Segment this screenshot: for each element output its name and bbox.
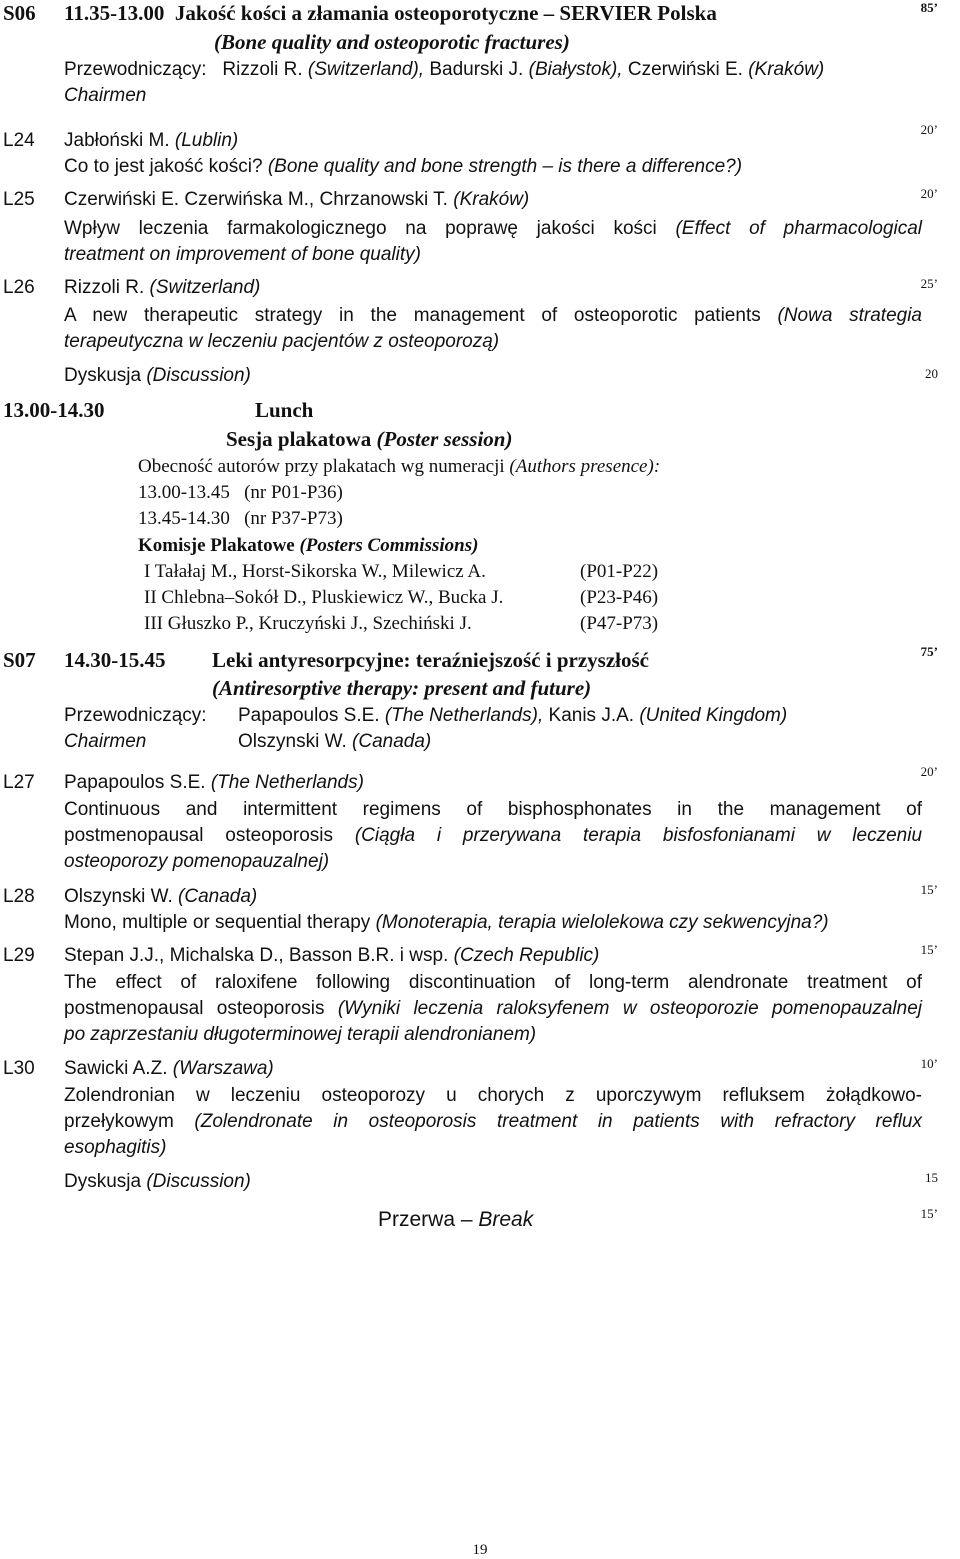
lecture-duration: 20’ <box>920 186 938 201</box>
session-title-en: (Bone quality and osteoporotic fractures) <box>214 30 570 54</box>
session-code: S07 <box>3 648 36 672</box>
lecture-title-pl: przełykowym <box>64 1111 174 1132</box>
lecture-duration: 15’ <box>920 882 938 897</box>
lecture-duration: 25’ <box>920 276 938 291</box>
chair-label: Przewodniczący: <box>64 59 207 80</box>
page-number: 19 <box>472 1542 488 1558</box>
poster-slot-time: 13.00-13.45 <box>138 482 230 503</box>
lecture-author-line <box>64 771 364 795</box>
lecture-duration: 20’ <box>920 122 938 137</box>
lecture-city: (Kraków) <box>453 189 530 210</box>
lecture-title <box>64 797 922 875</box>
lecture-title-en: treatment on improvement of bone quality) <box>64 244 421 265</box>
lecture-author: Olszynski W. <box>64 886 173 907</box>
commissions-pl: Komisje Plakatowe <box>138 535 295 556</box>
lecture-author: Czerwiński E. Czerwińska M., Chrzanowski T. <box>64 189 448 210</box>
discussion-en: (Discussion) <box>146 1171 251 1192</box>
discussion-pl: Dyskusja <box>64 365 142 386</box>
discussion-duration: 15 <box>925 1170 938 1185</box>
commission-range: (P23-P46) <box>580 587 659 608</box>
session-duration: 75’ <box>920 644 938 659</box>
lecture-author-line <box>64 129 238 153</box>
lecture-author-line <box>64 944 599 968</box>
lecture-title-pl: (Wyniki leczenia raloksyfenem w osteoporozie pomenopauzalnej <box>337 998 923 1019</box>
break-en: Break <box>478 1208 534 1231</box>
lecture-code: L28 <box>3 886 35 907</box>
chair-name: Papapoulos S.E. <box>238 705 380 726</box>
session-title-pl: Leki antyresorpcyjne: teraźniejszość i przyszłość <box>212 648 650 672</box>
session-time: 11.35-13.00 <box>64 1 165 25</box>
presence-line <box>138 455 660 479</box>
chair-label-en: Chairmen <box>64 731 147 752</box>
discussion-duration: 20 <box>925 366 938 381</box>
lecture-code: L27 <box>3 772 35 793</box>
chair-country: (Switzerland), <box>307 59 425 80</box>
lecture-author: Papapoulos S.E. <box>64 772 206 793</box>
commissions-en: (Posters Commissions) <box>299 535 479 556</box>
chair-name: Rizzoli R. <box>222 59 303 80</box>
chair-name: Kanis J.A. <box>548 705 635 726</box>
lecture-code: L30 <box>3 1058 35 1079</box>
lecture-author-line <box>64 1057 274 1081</box>
lecture-title-en: esophagitis) <box>64 1137 167 1158</box>
poster-slot-range: (nr P01-P36) <box>244 482 343 503</box>
poster-session-en: (Poster session) <box>376 427 513 451</box>
discussion-en: (Discussion) <box>146 365 251 386</box>
lecture-title-en: (Effect of pharmacological <box>675 218 923 239</box>
lecture-title <box>64 303 922 355</box>
lunch-label: Lunch <box>255 398 314 422</box>
session-time: 14.30-15.45 <box>64 648 166 672</box>
lecture-code: L24 <box>3 130 35 151</box>
poster-slot-range: (nr P37-P73) <box>244 508 343 529</box>
chair-name: Olszynski W. <box>238 731 347 752</box>
chair-country: (Białystok), <box>528 59 623 80</box>
chair-label-en: Chairmen <box>64 85 147 106</box>
lecture-author-line <box>64 885 257 909</box>
presence-pl: Obecność autorów przy plakatach wg numeracji <box>138 456 505 477</box>
lecture-city: (Lublin) <box>174 130 239 151</box>
lecture-title-pl: Co to jest jakość kości? <box>64 156 263 177</box>
session-title <box>64 1 717 25</box>
lecture-city: (Switzerland) <box>149 277 261 298</box>
lecture-title-pl: (Monoterapia, terapia wielolekowa czy sekwencyjna?) <box>375 912 829 933</box>
chair-line <box>64 58 824 82</box>
lecture-title <box>64 216 922 268</box>
lecture-city: (Warszawa) <box>172 1058 274 1079</box>
commission-names: III Głuszko P., Kruczyński J., Szechiński J. <box>144 613 472 634</box>
break <box>378 1208 533 1232</box>
lecture-author: Stepan J.J., Michalska D., Basson B.R. i wsp. <box>64 945 449 966</box>
break-duration: 15’ <box>920 1206 938 1221</box>
commission-range: (P47-P73) <box>580 613 659 634</box>
discussion <box>64 364 251 388</box>
lecture-duration: 20’ <box>920 764 938 779</box>
lecture-title-en: The effect of raloxifene following discontinuation of long-term alendronate treatment of <box>64 972 922 993</box>
commissions-heading <box>138 534 478 558</box>
lecture-title <box>64 1083 922 1161</box>
presence-en: (Authors presence): <box>509 456 661 477</box>
chair-label: Przewodniczący: <box>64 705 207 726</box>
lecture-code: L26 <box>3 277 35 298</box>
chair-country: (Canada) <box>352 731 432 752</box>
discussion <box>64 1170 251 1194</box>
lecture-author: Jabłoński M. <box>64 130 170 151</box>
lecture-title-pl: po zaprzestaniu długoterminowej terapii alendronianem) <box>64 1024 537 1045</box>
chair-name: Badurski J. <box>429 59 524 80</box>
lecture-author: Rizzoli R. <box>64 277 145 298</box>
session-title-en: (Antiresorptive therapy: present and future) <box>212 676 592 700</box>
lecture-title-pl: terapeutyczna w leczeniu pacjentów z osteoporozą) <box>64 331 500 352</box>
commission-names: I Tałałaj M., Horst-Sikorska W., Milewicz A. <box>144 561 486 582</box>
lecture-city: (The Netherlands) <box>210 772 364 793</box>
lecture-author-line <box>64 188 529 212</box>
lecture-title-pl: (Ciągła i przerywana terapia bisfosfonianami w leczeniu <box>354 825 923 846</box>
lunch-time: 13.00-14.30 <box>3 398 105 422</box>
lecture-title <box>64 970 922 1048</box>
chair-country: (Kraków) <box>748 59 825 80</box>
session-code: S06 <box>3 1 36 25</box>
chair-line <box>238 704 787 728</box>
poster-session-title <box>226 427 512 451</box>
lecture-duration: 10’ <box>920 1056 938 1071</box>
chair-country: (United Kingdom) <box>639 705 788 726</box>
session-duration: 85’ <box>920 0 938 15</box>
lecture-title-en: (Bone quality and bone strength – is there a difference?) <box>267 156 743 177</box>
chair-name: Czerwiński E. <box>627 59 743 80</box>
lecture-code: L25 <box>3 189 35 210</box>
lecture-title <box>64 911 829 935</box>
lecture-title-pl: Wpływ leczenia farmakologicznego na poprawę jakości kości <box>64 218 657 239</box>
session-title-pl: Jakość kości a złamania osteoporotyczne – SERVIER Polska <box>174 1 717 25</box>
lecture-title-en: postmenopausal osteoporosis <box>64 825 333 846</box>
lecture-title-pl: (Nowa strategia <box>777 305 923 326</box>
poster-session-pl: Sesja plakatowa <box>226 427 372 451</box>
lecture-title <box>64 155 742 179</box>
chair-country: (The Netherlands), <box>384 705 544 726</box>
commission-range: (P01-P22) <box>580 561 659 582</box>
lecture-city: (Czech Republic) <box>453 945 600 966</box>
lecture-city: (Canada) <box>178 886 258 907</box>
lecture-title-en: (Zolendronate in osteoporosis treatment in patients with refractory reflux <box>194 1111 923 1132</box>
chair-line <box>238 730 431 754</box>
lecture-title-en: A new therapeutic strategy in the management of osteoporotic patients <box>64 305 761 326</box>
lecture-code: L29 <box>3 945 35 966</box>
lecture-title-en: Continuous and intermittent regimens of bisphosphonates in the management of <box>64 799 922 820</box>
poster-slot <box>138 507 343 531</box>
discussion-pl: Dyskusja <box>64 1171 142 1192</box>
lecture-title-en: Mono, multiple or sequential therapy <box>64 912 371 933</box>
lecture-author: Sawicki A.Z. <box>64 1058 168 1079</box>
lecture-author-line <box>64 276 260 300</box>
poster-slot-time: 13.45-14.30 <box>138 508 230 529</box>
poster-slot <box>138 481 343 505</box>
lecture-title-pl: osteoporozy pomenopauzalnej) <box>64 851 330 872</box>
commission-names: II Chlebna–Sokół D., Pluskiewicz W., Bucka J. <box>144 587 504 608</box>
break-pl: Przerwa – <box>378 1208 473 1231</box>
lecture-duration: 15’ <box>920 942 938 957</box>
lecture-title-pl: Zolendronian w leczeniu osteoporozy u chorych z uporczywym refluksem żołądkowo- <box>64 1085 922 1106</box>
lecture-title-en: postmenopausal osteoporosis <box>64 998 325 1019</box>
